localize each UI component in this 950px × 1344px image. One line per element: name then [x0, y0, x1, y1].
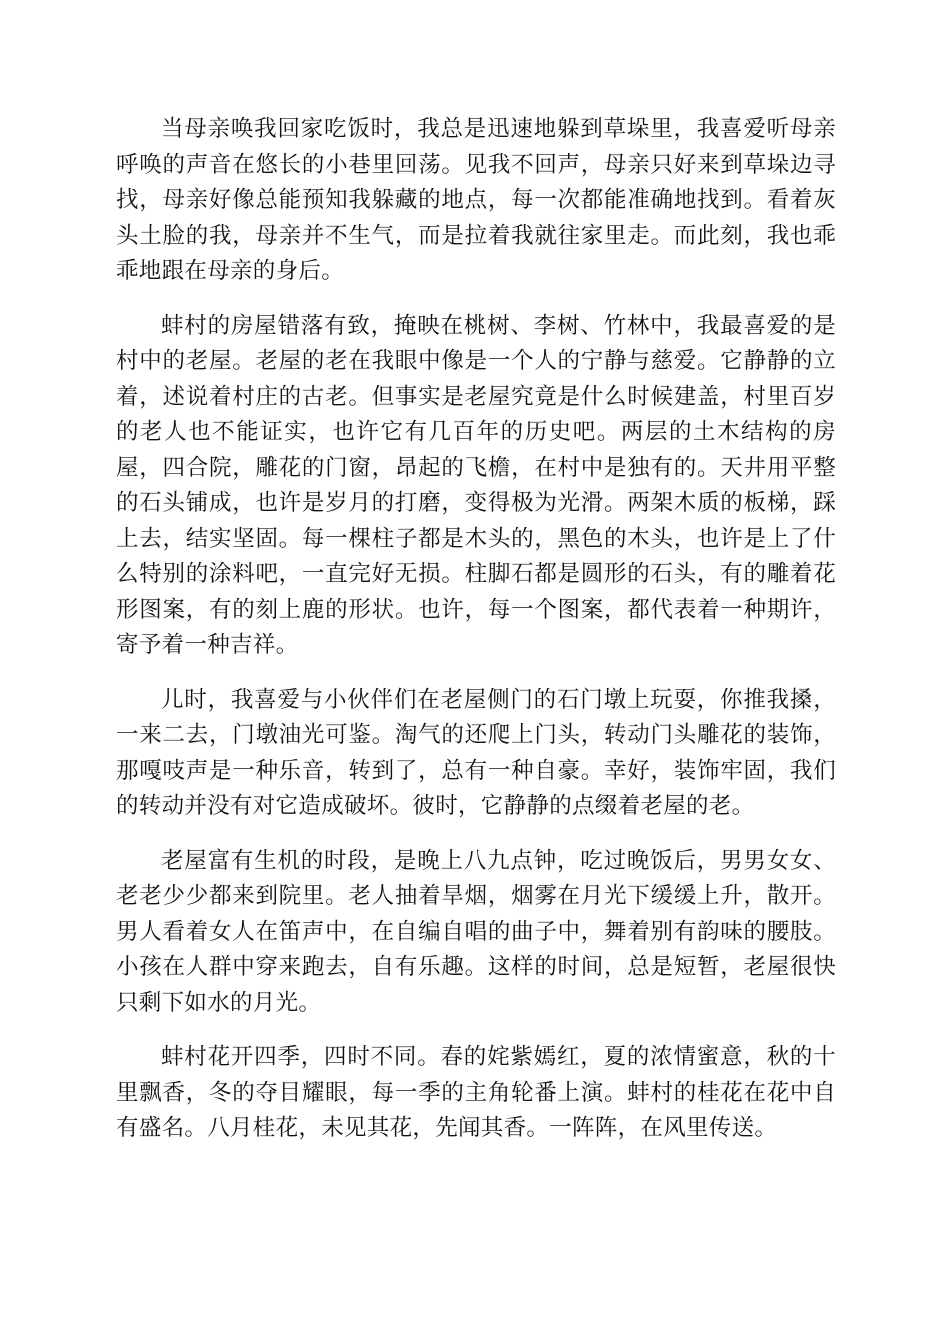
paragraph-2: 蚌村的房屋错落有致，掩映在桃树、李树、竹林中，我最喜爱的是村中的老屋。老屋的老在我眼中像是一个人的宁静与慈爱。它静静的立着，述说着村庄的古老。但事实是老屋究竟是什么时候建盖，村里百岁的老人也不能证实，也许它有几百年的历史吧。两层的土木结构的房屋，四合院，雕花的门窗，昂起的飞檐，在村中是独有的。天井用平整的石头铺成，也许是岁月的打磨，变得极为光滑。两架木质的板梯，踩上去，结实坚固。每一棵柱子都是木头的，黑色的木头，也许是上了什么特别的涂料吧，一直完好无损。柱脚石都是圆形的石头，有的雕着花形图案，有的刻上鹿的形状。也许，每一个图案，都代表着一种期许，寄予着一种吉祥。 [116, 312, 836, 658]
paragraph-5: 蚌村花开四季，四时不同。春的姹紫嫣红，夏的浓情蜜意，秋的十里飘香，冬的夺目耀眼，每一季的主角轮番上演。蚌村的桂花在花中自有盛名。八月桂花，未见其花，先闻其香。一阵阵，在风里传送。 [116, 1044, 836, 1141]
paragraph-4: 老屋富有生机的时段，是晚上八九点钟，吃过晚饭后，男男女女、老老少少都来到院里。老人抽着旱烟，烟雾在月光下缓缓上升，散开。男人看着女人在笛声中，在自编自唱的曲子中，舞着别有韵味的腰肢。小孩在人群中穿来跑去，自有乐趣。这样的时间，总是短暂，老屋很快只剩下如水的月光。 [116, 847, 836, 1016]
paragraph-1: 当母亲唤我回家吃饭时，我总是迅速地躲到草垛里，我喜爱听母亲呼唤的声音在悠长的小巷里回荡。见我不回声，母亲只好来到草垛边寻找，母亲好像总能预知我躲藏的地点，每一次都能准确地找到。看着灰头土脸的我，母亲并不生气，而是拉着我就往家里走。而此刻，我也乖乖地跟在母亲的身后。 [116, 116, 836, 284]
paragraph-3: 儿时，我喜爱与小伙伴们在老屋侧门的石门墩上玩耍，你推我搡，一来二去，门墩油光可鉴。淘气的还爬上门头，转动门头雕花的装饰，那嘎吱声是一种乐音，转到了，总有一种自豪。幸好，装饰牢固，我们的转动并没有对它造成破坏。彼时，它静静的点缀着老屋的老。 [116, 686, 836, 819]
document-body [116, 112, 836, 1166]
